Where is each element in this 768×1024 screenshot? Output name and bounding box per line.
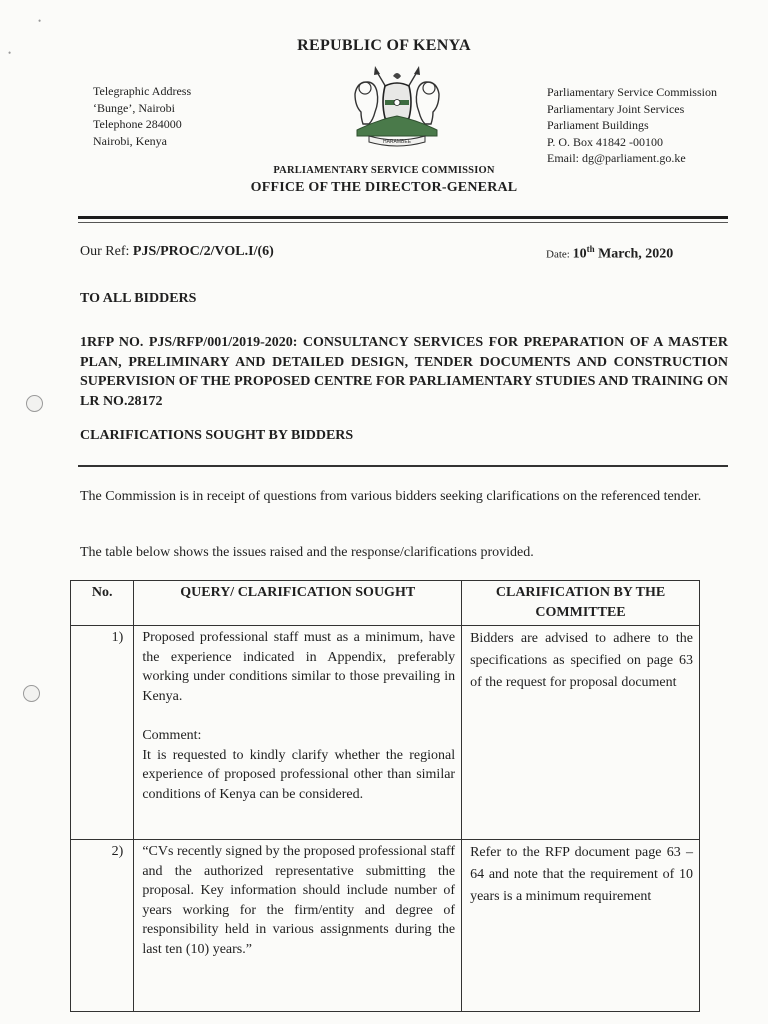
table-intro-paragraph: The table below shows the issues raised and the response/clarifications provided. bbox=[80, 545, 534, 560]
left-address-line: Telegraphic Address bbox=[93, 84, 192, 98]
punch-hole bbox=[26, 395, 43, 412]
stray-mark: • bbox=[8, 48, 12, 58]
query-text: Proposed professional staff must as a minimum, have the experience indicated in Appendix, preferably working under conditions similar to those prevailing in Kenya. bbox=[142, 630, 456, 704]
header-response: CLARIFICATION BY THE COMMITTEE bbox=[462, 581, 700, 626]
right-address-block bbox=[547, 84, 717, 167]
subject-heading: CLARIFICATIONS SOUGHT BY BIDDERS bbox=[80, 428, 354, 443]
rfp-title: 1RFP NO. PJS/RFP/001/2019-2020: CONSULTANCY SERVICES FOR PREPARATION OF A MASTER PLAN, PRELIMINARY AND DETAILED DESIGN, TENDER DOCUMENTS AND CONSTRUCTION SUPERVISION OF THE PROPOSED CENTRE FOR PARLIAMENTARY STUDIES AND TRAINING ON LR NO.28172 bbox=[80, 335, 728, 409]
row-response: Bidders are advised to adhere to the specifications as specified on page 63 of the request for proposal document bbox=[462, 626, 700, 840]
subject-rule bbox=[78, 465, 728, 467]
row-response: Refer to the RFP document page 63 – 64 and note that the requirement of 10 years is a minimum requirement bbox=[462, 840, 700, 1012]
left-address-line: ‘Bunge’, Nairobi bbox=[93, 100, 175, 115]
intro-paragraph: The Commission is in receipt of questions from various bidders seeking clarifications on the referenced tender. bbox=[80, 489, 702, 504]
right-address-line: Parliament Buildings bbox=[547, 118, 649, 132]
svg-text:HARAMBEE: HARAMBEE bbox=[382, 139, 412, 145]
date-rest: March, 2020 bbox=[594, 246, 674, 262]
table-header-row bbox=[71, 581, 700, 626]
stray-mark: • bbox=[38, 16, 42, 26]
date-label: Date: bbox=[546, 248, 573, 261]
clarifications-table bbox=[70, 580, 700, 1012]
right-address-line: Parliamentary Service Commission bbox=[547, 85, 717, 99]
comment-label: Comment: bbox=[142, 728, 202, 743]
right-address-line: Parliamentary Joint Services bbox=[547, 101, 685, 116]
header-query: QUERY/ CLARIFICATION SOUGHT bbox=[134, 581, 462, 626]
right-address-line: Email: dg@parliament.go.ke bbox=[547, 151, 686, 165]
reference-value: PJS/PROC/2/VOL.I/(6) bbox=[132, 244, 274, 259]
table-row bbox=[71, 840, 700, 1012]
header-no: No. bbox=[71, 581, 134, 626]
date-line bbox=[546, 244, 673, 262]
reference-line bbox=[80, 244, 274, 260]
punch-hole bbox=[23, 685, 40, 702]
addressee: TO ALL BIDDERS bbox=[80, 291, 197, 306]
table-row bbox=[71, 626, 700, 840]
comment-text: It is requested to kindly clarify whether the regional experience of proposed professional other than similar conditions of Kenya can be considered. bbox=[142, 747, 456, 802]
reference-label: Our Ref: bbox=[80, 244, 133, 259]
row-number: 1) bbox=[71, 626, 134, 840]
left-address-line: Nairobi, Kenya bbox=[93, 133, 167, 148]
office-title: OFFICE OF THE DIRECTOR-GENERAL bbox=[250, 180, 518, 195]
date-suffix: th bbox=[586, 244, 595, 254]
header-rule-thin bbox=[78, 222, 728, 223]
row-query: “CVs recently signed by the proposed professional staff and the authorized representative submitting the proposal. Key information should include number of years working for the firm/entity and degree of responsibility held in various assignments during the last ten (10) years.” bbox=[134, 840, 462, 1012]
row-query bbox=[134, 626, 462, 840]
left-address-line: Telephone 284000 bbox=[93, 117, 182, 131]
row-number: 2) bbox=[71, 840, 134, 1012]
date-day: 10 bbox=[572, 246, 587, 262]
right-address-line: P. O. Box 41842 -00100 bbox=[547, 134, 664, 149]
kenya-coat-of-arms-icon bbox=[347, 64, 447, 150]
republic-title: REPUBLIC OF KENYA bbox=[297, 37, 471, 54]
commission-name: PARLIAMENTARY SERVICE COMMISSION bbox=[273, 165, 495, 176]
left-address-block bbox=[93, 83, 191, 149]
header-rule bbox=[78, 216, 728, 219]
